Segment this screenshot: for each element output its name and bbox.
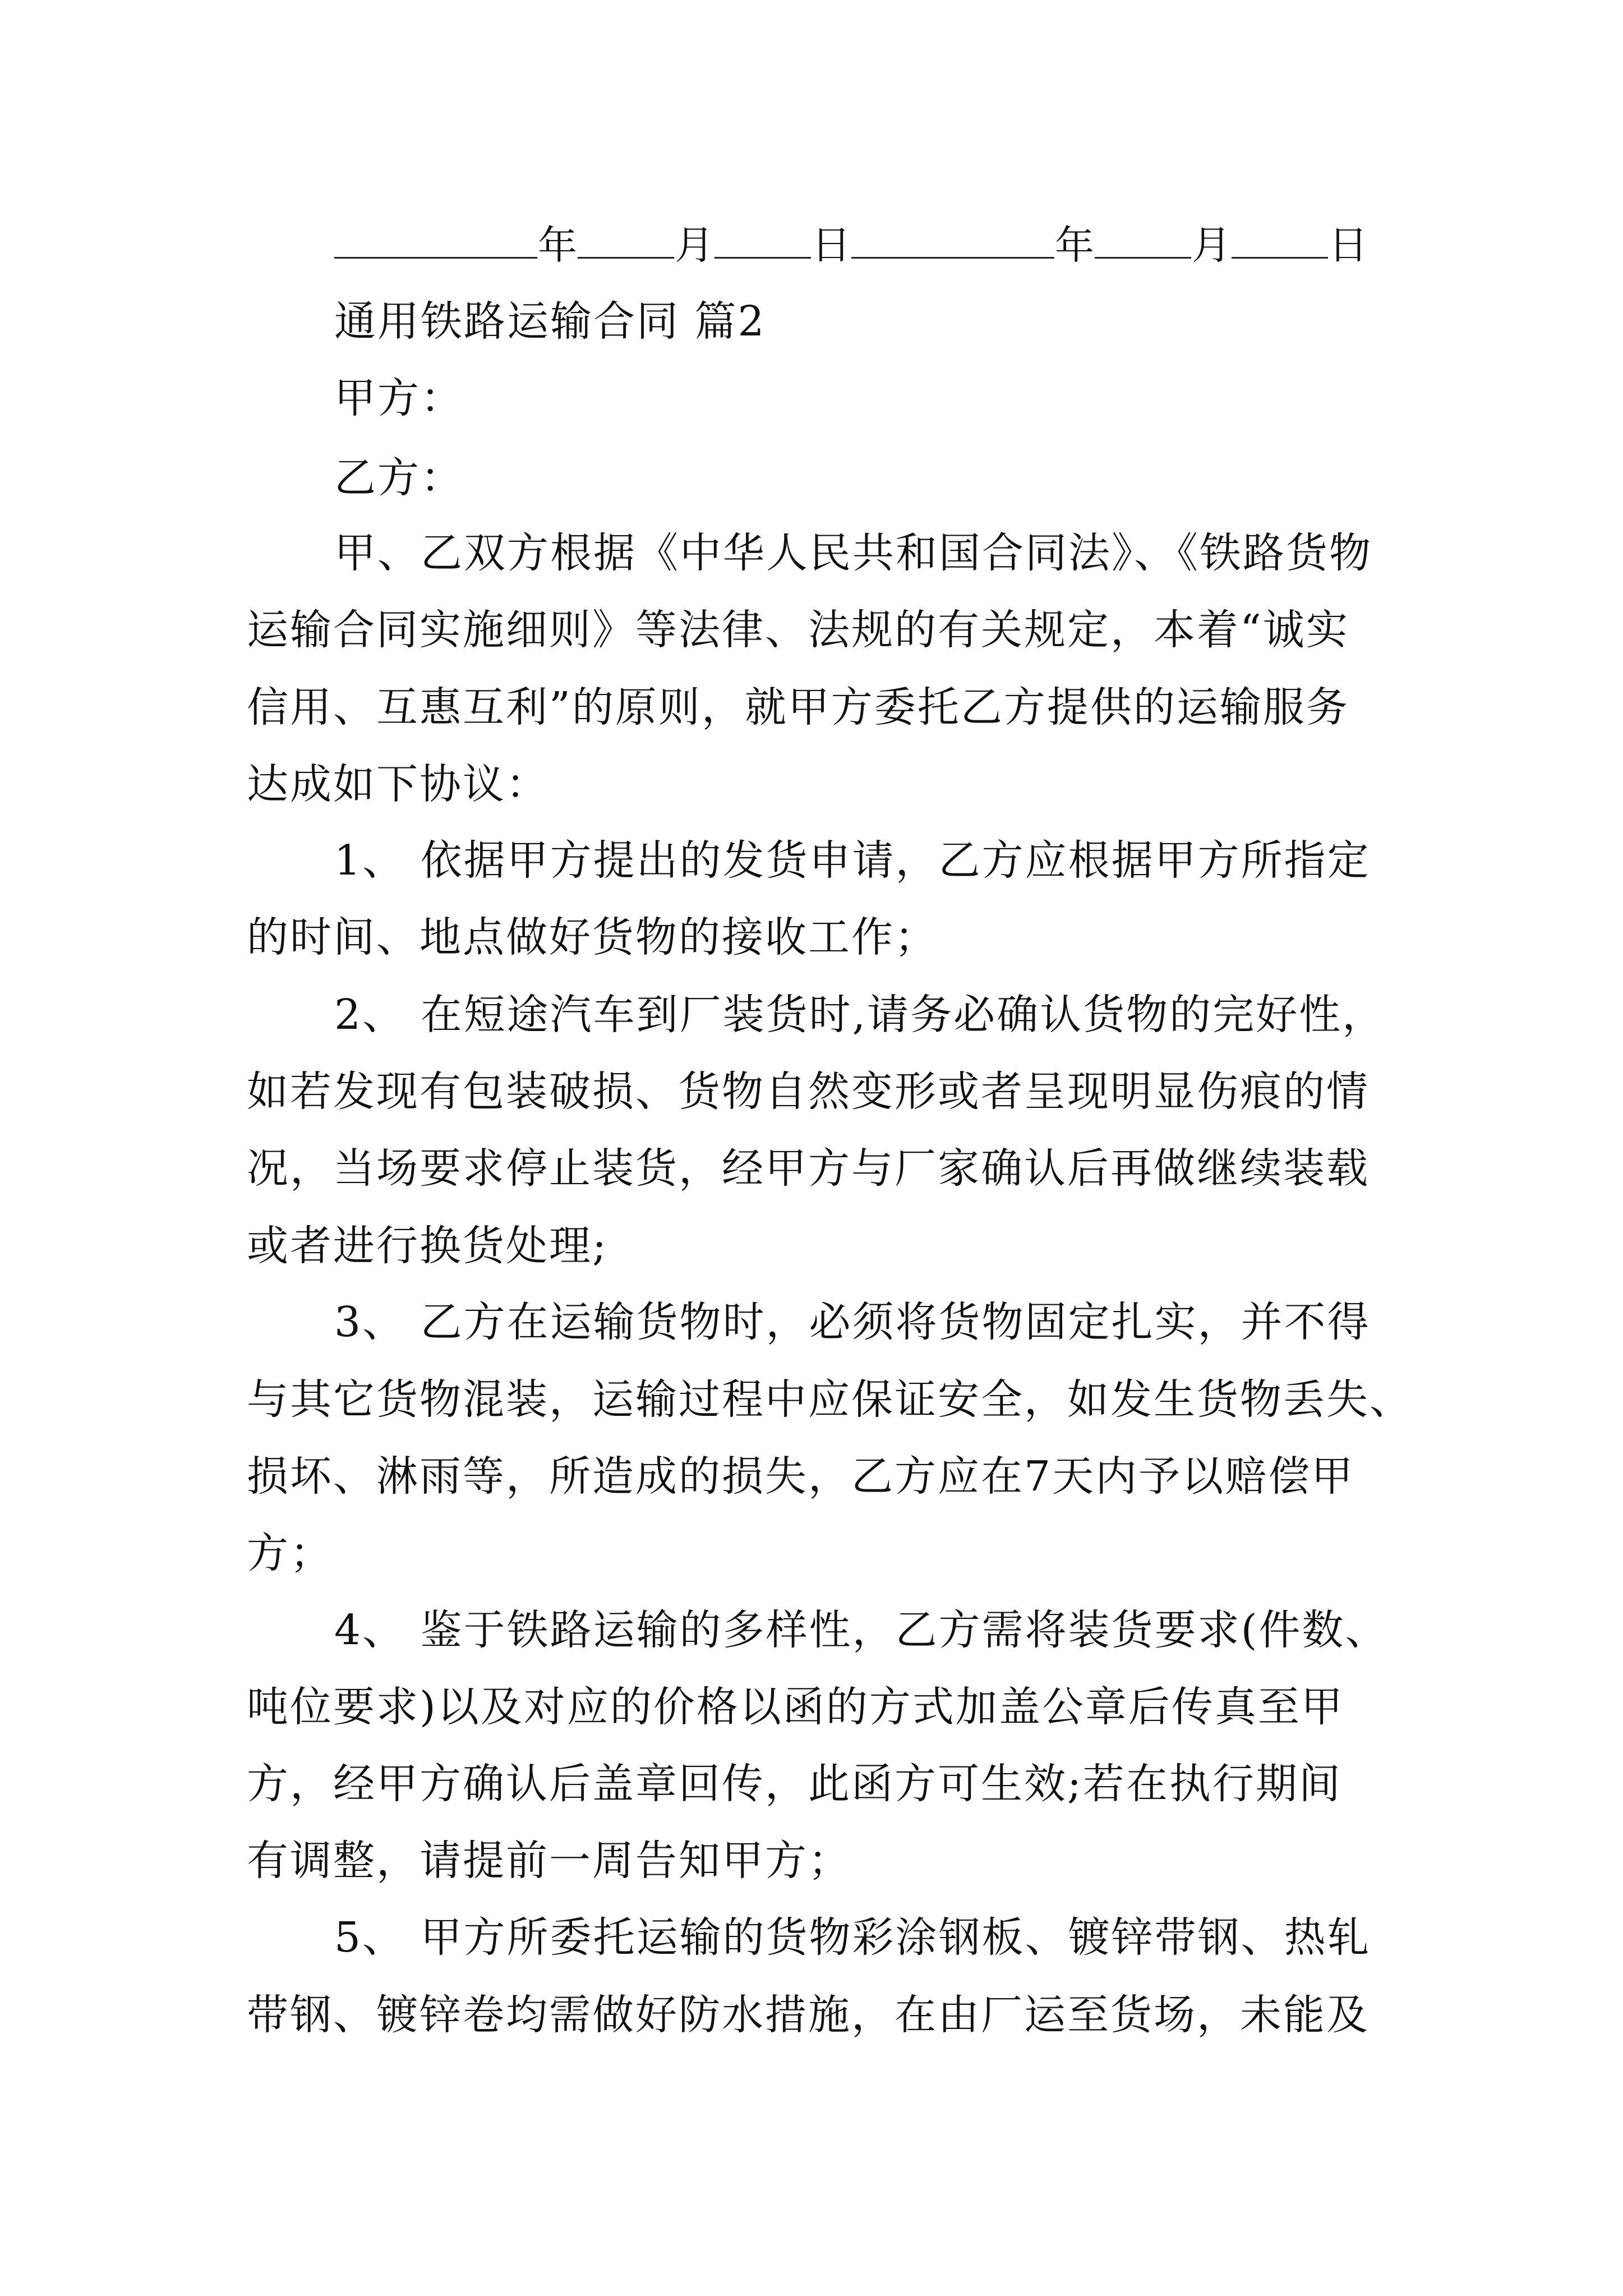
paragraph-line: 3、 乙方在运输货物时，必须将货物固定扎实，并不得 [334,1298,1371,1346]
paragraph-line: 损坏、淋雨等，所造成的损失，乙方应在7天内予以赔偿甲 [247,1452,1355,1501]
paragraph-line: 达成如下协议： [247,760,549,808]
year-blank-b [851,222,1054,259]
paragraph-line: 方，经甲方确认后盖章回传，此函方可生效;若在执行期间 [247,1760,1342,1808]
signature-date-line [334,214,1400,276]
contract-title: 通用铁路运输合同 篇2 [334,297,766,346]
paragraph-line: 2、 在短途汽车到厂装货时,请务必确认货物的完好性， [334,991,1386,1039]
paragraph-line: 与其它货物混装，运输过程中应保证安全，如发生货物丢失、 [247,1375,1413,1424]
paragraph-line: 带钢、镀锌卷均需做好防水措施，在由厂运至货场，未能及 [247,1991,1370,2039]
paragraph-line: 甲、乙双方根据《中华人民共和国合同法》、《铁路货物 [334,529,1372,577]
month-blank-b [1095,222,1191,259]
day-blank-b [1232,222,1328,259]
paragraph-line: 的时间、地点做好货物的接收工作； [247,913,938,961]
paragraph-line: 或者进行换货处理; [247,1222,608,1270]
paragraph-line: 运输合同实施细则》等法律、法规的有关规定，本着“诚实 [247,606,1349,654]
paragraph-line: 4、 鉴于铁路运输的多样性，乙方需将装货要求(件数、 [334,1606,1389,1654]
paragraph-line: 信用、互惠互利”的原则，就甲方委托乙方提供的运输服务 [247,683,1349,731]
year-label-b: 年 [1055,222,1094,268]
day-label-b: 日 [1329,222,1368,268]
paragraph-line: 吨位要求)以及对应的价格以函的方式加盖公章后传真至甲 [247,1683,1344,1731]
month-blank-a [578,222,674,259]
party-a-label: 甲方： [334,374,464,422]
paragraph-line: 如若发现有包装破损、货物自然变形或者呈现明显伤痕的情 [247,1068,1370,1116]
paragraph-line: 有调整，请提前一周告知甲方； [247,1837,851,1885]
month-label-a: 月 [675,222,714,268]
day-label-a: 日 [811,222,851,268]
day-blank-a [714,222,811,259]
year-label-a: 年 [538,222,577,268]
paragraph-line: 况，当场要求停止装货，经甲方与厂家确认后再做继续装载 [247,1144,1370,1193]
party-b-label: 乙方： [334,454,464,502]
paragraph-line: 1、 依据甲方提出的发货申请，乙方应根据甲方所指定 [334,836,1371,885]
year-blank-a [334,222,537,259]
month-label-b: 月 [1192,222,1231,268]
paragraph-line: 5、 甲方所委托运输的货物彩涂钢板、镀锌带钢、热轧 [334,1913,1371,1962]
paragraph-line: 方； [247,1529,333,1577]
